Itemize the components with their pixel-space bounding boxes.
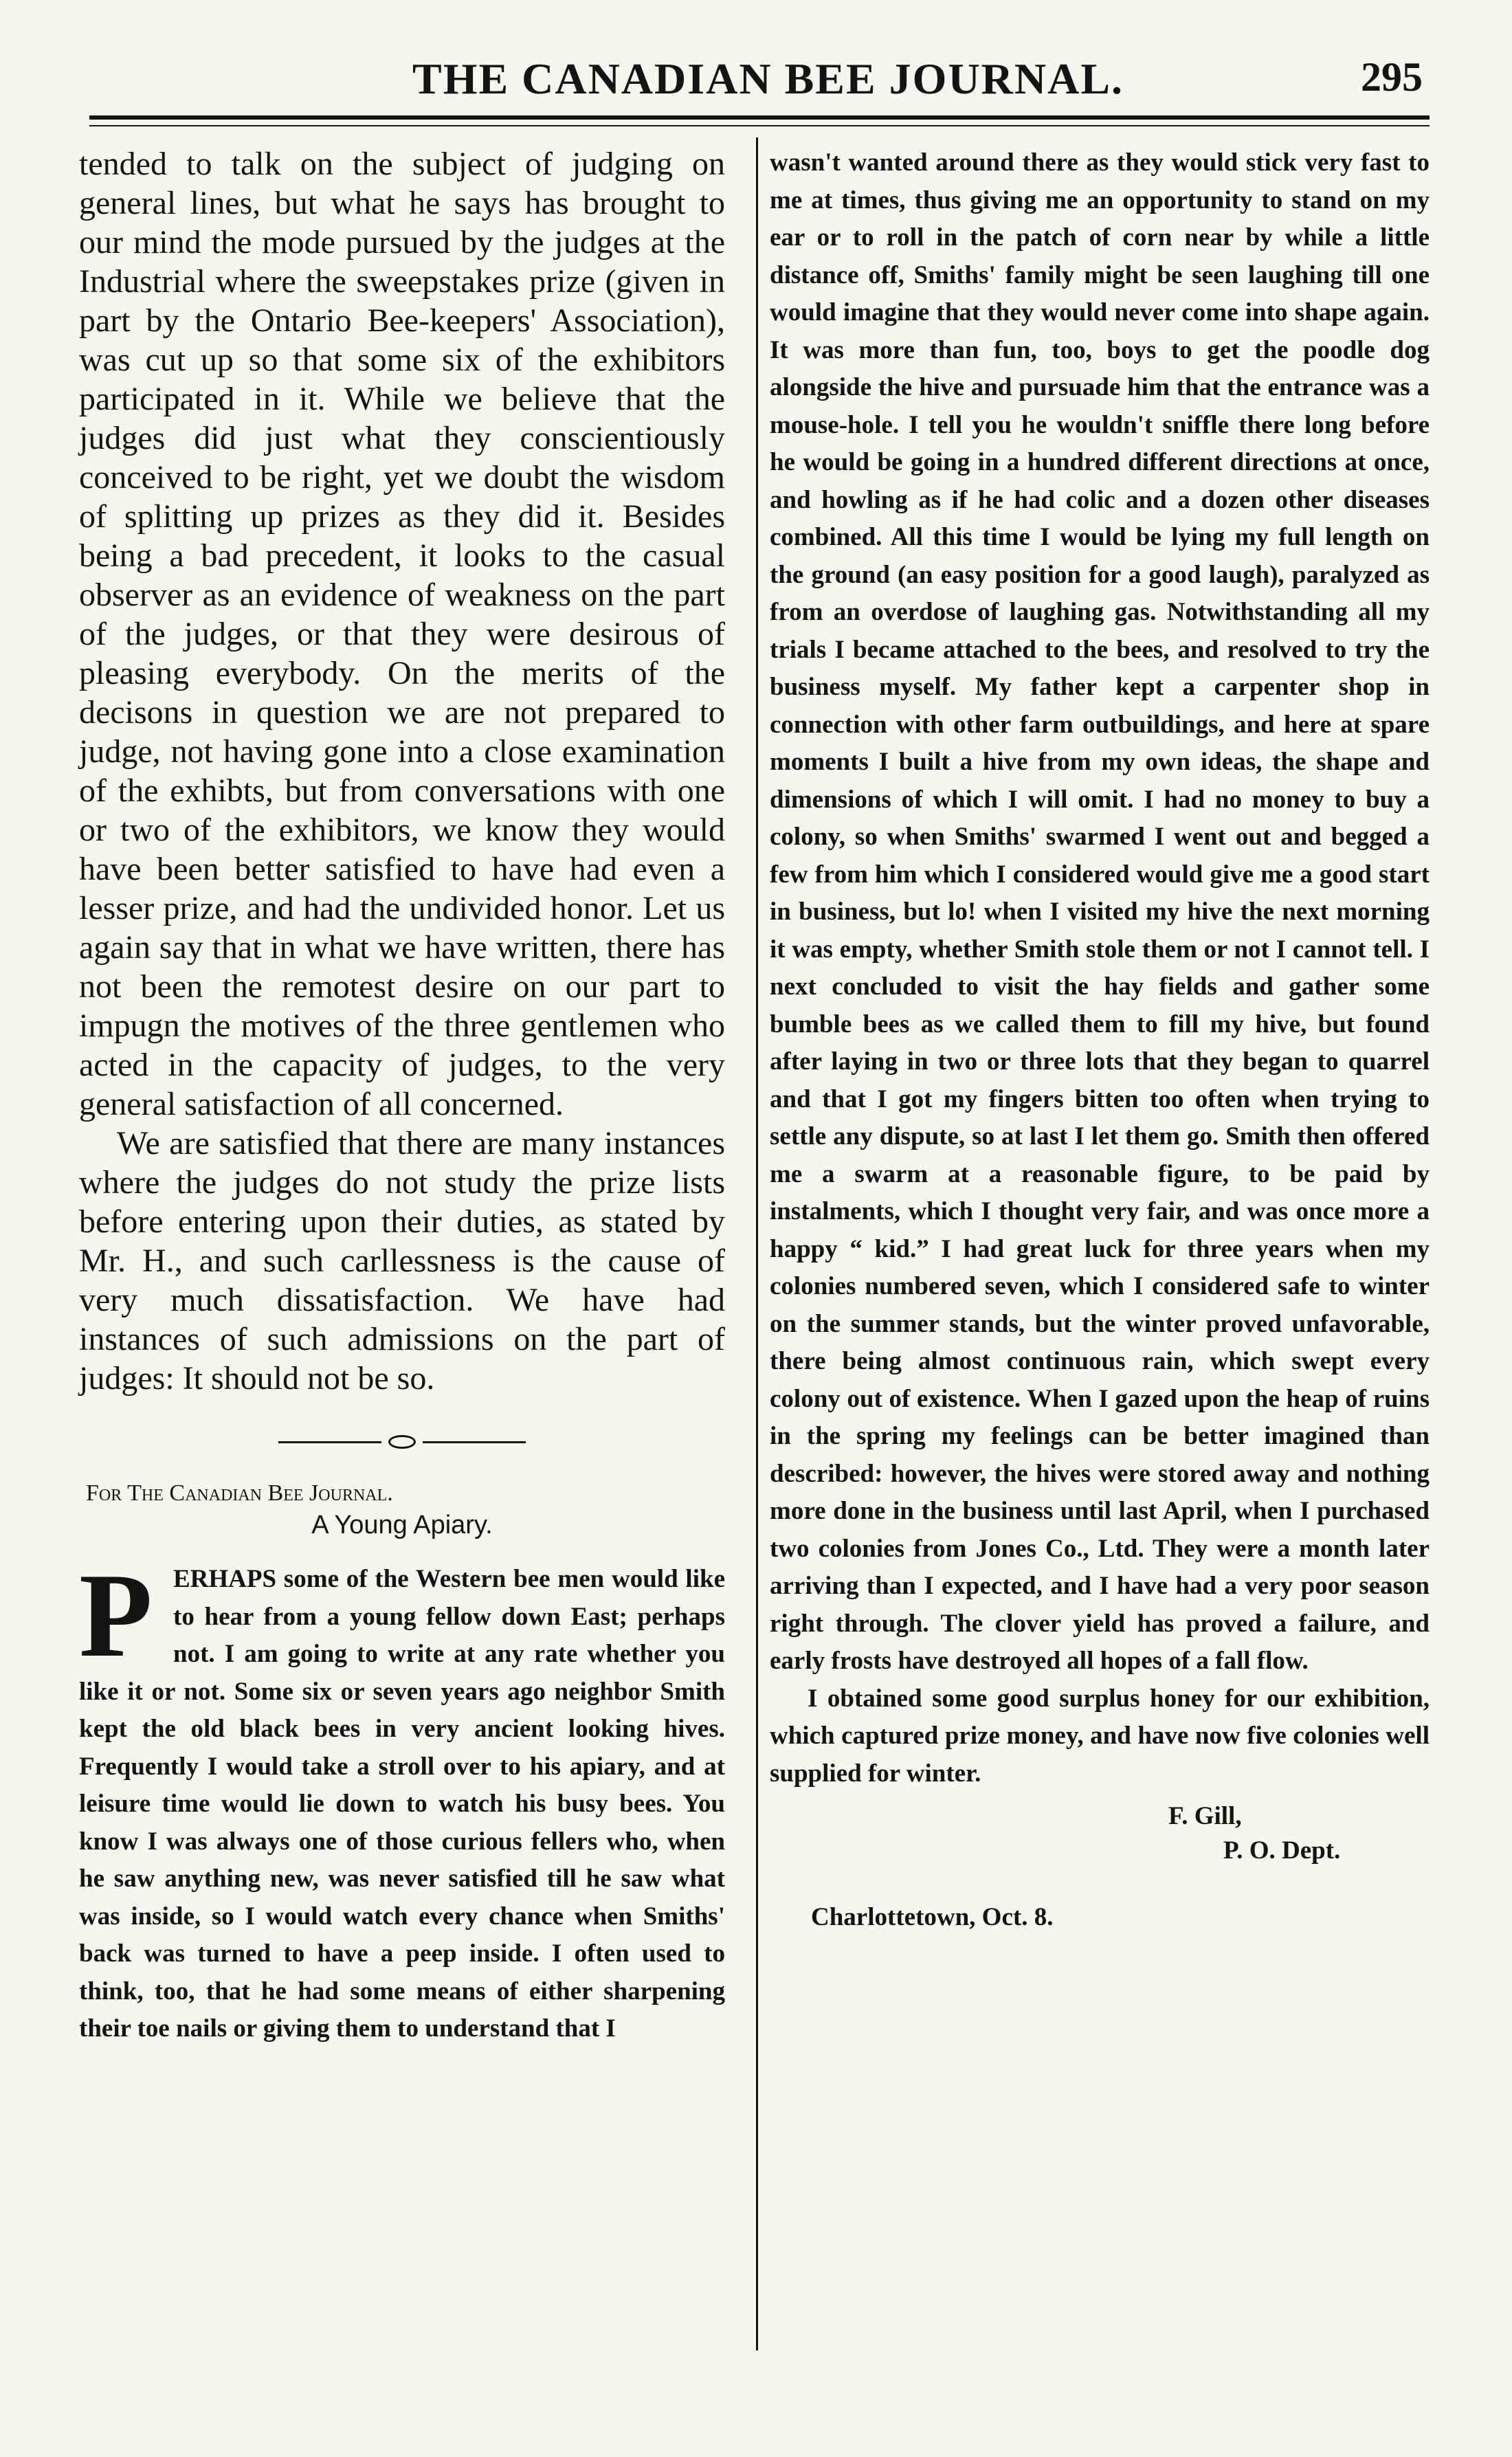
page-number: 295	[1361, 54, 1423, 100]
header-rule-thin	[89, 125, 1430, 126]
article-byline: For The Canadian Bee Journal.	[86, 1480, 393, 1506]
signature-department: P. O. Dept.	[1223, 1836, 1341, 1865]
signature-block	[770, 1799, 1430, 1868]
page-header	[89, 48, 1430, 110]
editorial-paragraph-1: tended to talk on the subject of judging on general lines, but what he says has brought to our mind the mode pursued by the judges at the Industrial where the sweepstakes prize (given in part by the Ontario Bee-keepers' Association), was cut up so that some six of the exhibitors participated in it. While we believe that the judges did just what they conscientiously conceived to be right, yet we doubt the wisdom of splitting up prizes as they did it. Besides being a bad precedent, it looks to the casual observer as an evidence of weakness on the part of the judges, or that they were desirous of pleasing everybody. On the merits of the decisons in question we are not prepared to judge, not having gone into a close examination of the exhibts, but from conversations with one or two of the exhibitors, we know they would have been better satisfied to have had even a lesser prize, and had the undivided honor. Let us again say that in what we have written, there has not been the remotest desire on our part to impugn the motives of the three gentlemen who acted in the capacity of judges, to the very general satisfaction of all concerned.	[79, 146, 725, 1122]
editorial-paragraph-2: We are satisfied that there are many instances where the judges do not study the prize lists before entering upon their duties, as stated by Mr. H., and such carllessness is the cause of very much dissatisfaction. We have had instances of such admissions on the part of judges: It should not be so.	[79, 1125, 725, 1397]
article-lead-paragraph	[79, 1548, 725, 2048]
right-column	[770, 144, 1430, 1932]
article-closing-paragraph: I obtained some good surplus honey for our exhibition, which captured prize money, and have now five colonies well supplied for winter.	[770, 1684, 1430, 1788]
header-rule-thick	[89, 115, 1430, 120]
signature-name: F. Gill,	[1168, 1802, 1242, 1830]
article-lead-text: ERHAPS some of the Western bee men would like to hear from a young fellow down East; perhaps not. I am going to write at any rate whether you like it or not. Some six or seven years ago neighbor Smith kept the old black bees in very ancient looking hives. Frequently I would take a stroll over to his apiary, and at leisure time would lie down to watch his busy bees. You know I was always one of those curious fellers who, when he saw anything new, was never satisfied till he saw what was inside, so I would watch every chance when Smiths' back was turned to have a peep inside. I often used to think, too, that he had some means of either sharpening their toe nails or giving them to understand that I	[79, 1565, 725, 2043]
drop-cap-letter: P	[79, 1548, 153, 1682]
article-title: A Young Apiary.	[311, 1511, 493, 1539]
left-column	[79, 144, 725, 2048]
dateline: Charlottetown, Oct. 8.	[811, 1903, 1054, 1931]
article-continued-paragraph: wasn't wanted around there as they would stick very fast to me at times, thus giving me an opportunity to stand on my ear or to roll in the patch of corn near by while a little distance off, Smiths' family might be seen laughing till one would imagine that they would never come into shape again. It was more than fun, too, boys to get the poodle dog alongside the hive and pursuade him that the entrance was a mouse-hole. I tell you he wouldn't sniffle there long before he would be going in a hundred different directions at once, and howling as if he had colic and a dozen other diseases combined. All this time I would be lying my full length on the ground (an easy position for a good laugh), paralyzed as from an overdose of laughing gas. Notwithstanding all my trials I became attached to the bees, and resolved to try the business myself. My father kept a carpenter shop in connection with other farm outbuildings, and here at spare moments I built a hive from my own ideas, the shape and dimensions of which I will omit. I had no money to buy a colony, so when Smiths' swarmed I went out and begged a few from him which I considered would give me a good start in business, but lo! when I visited my hive the next morning it was empty, whether Smith stole them or not I cannot tell. I next concluded to visit the hay fields and gather some bumble bees as we called them to fill my hive, but found after laying in two or three lots that they began to quarrel and that I got my fingers bitten too often when trying to settle any dispute, so at last I let them go. Smith then offered me a swarm at a reasonable figure, to be paid by instalments, which I thought very fair, and was once more a happy “ kid.” I had great luck for three years when my colonies numbered seven, which I considered safe to winter on the summer stands, but the winter proved unfavorable, there being almost continuous rain, which swept every colony out of existence. When I gazed upon the heap of ruins in the spring my feelings can be better imagined than described: however, the hives were stored away and nothing more done in the business until last April, when I purchased two colonies from Jones Co., Ltd. They were a month later arriving than I expected, and I have had a very poor season right through. The clover yield has proved a failure, and early frosts have destroyed all hopes of a fall flow.	[770, 148, 1430, 1675]
journal-title: THE CANADIAN BEE JOURNAL.	[412, 54, 1124, 103]
section-ornament	[278, 1432, 526, 1453]
column-divider	[756, 137, 758, 2350]
